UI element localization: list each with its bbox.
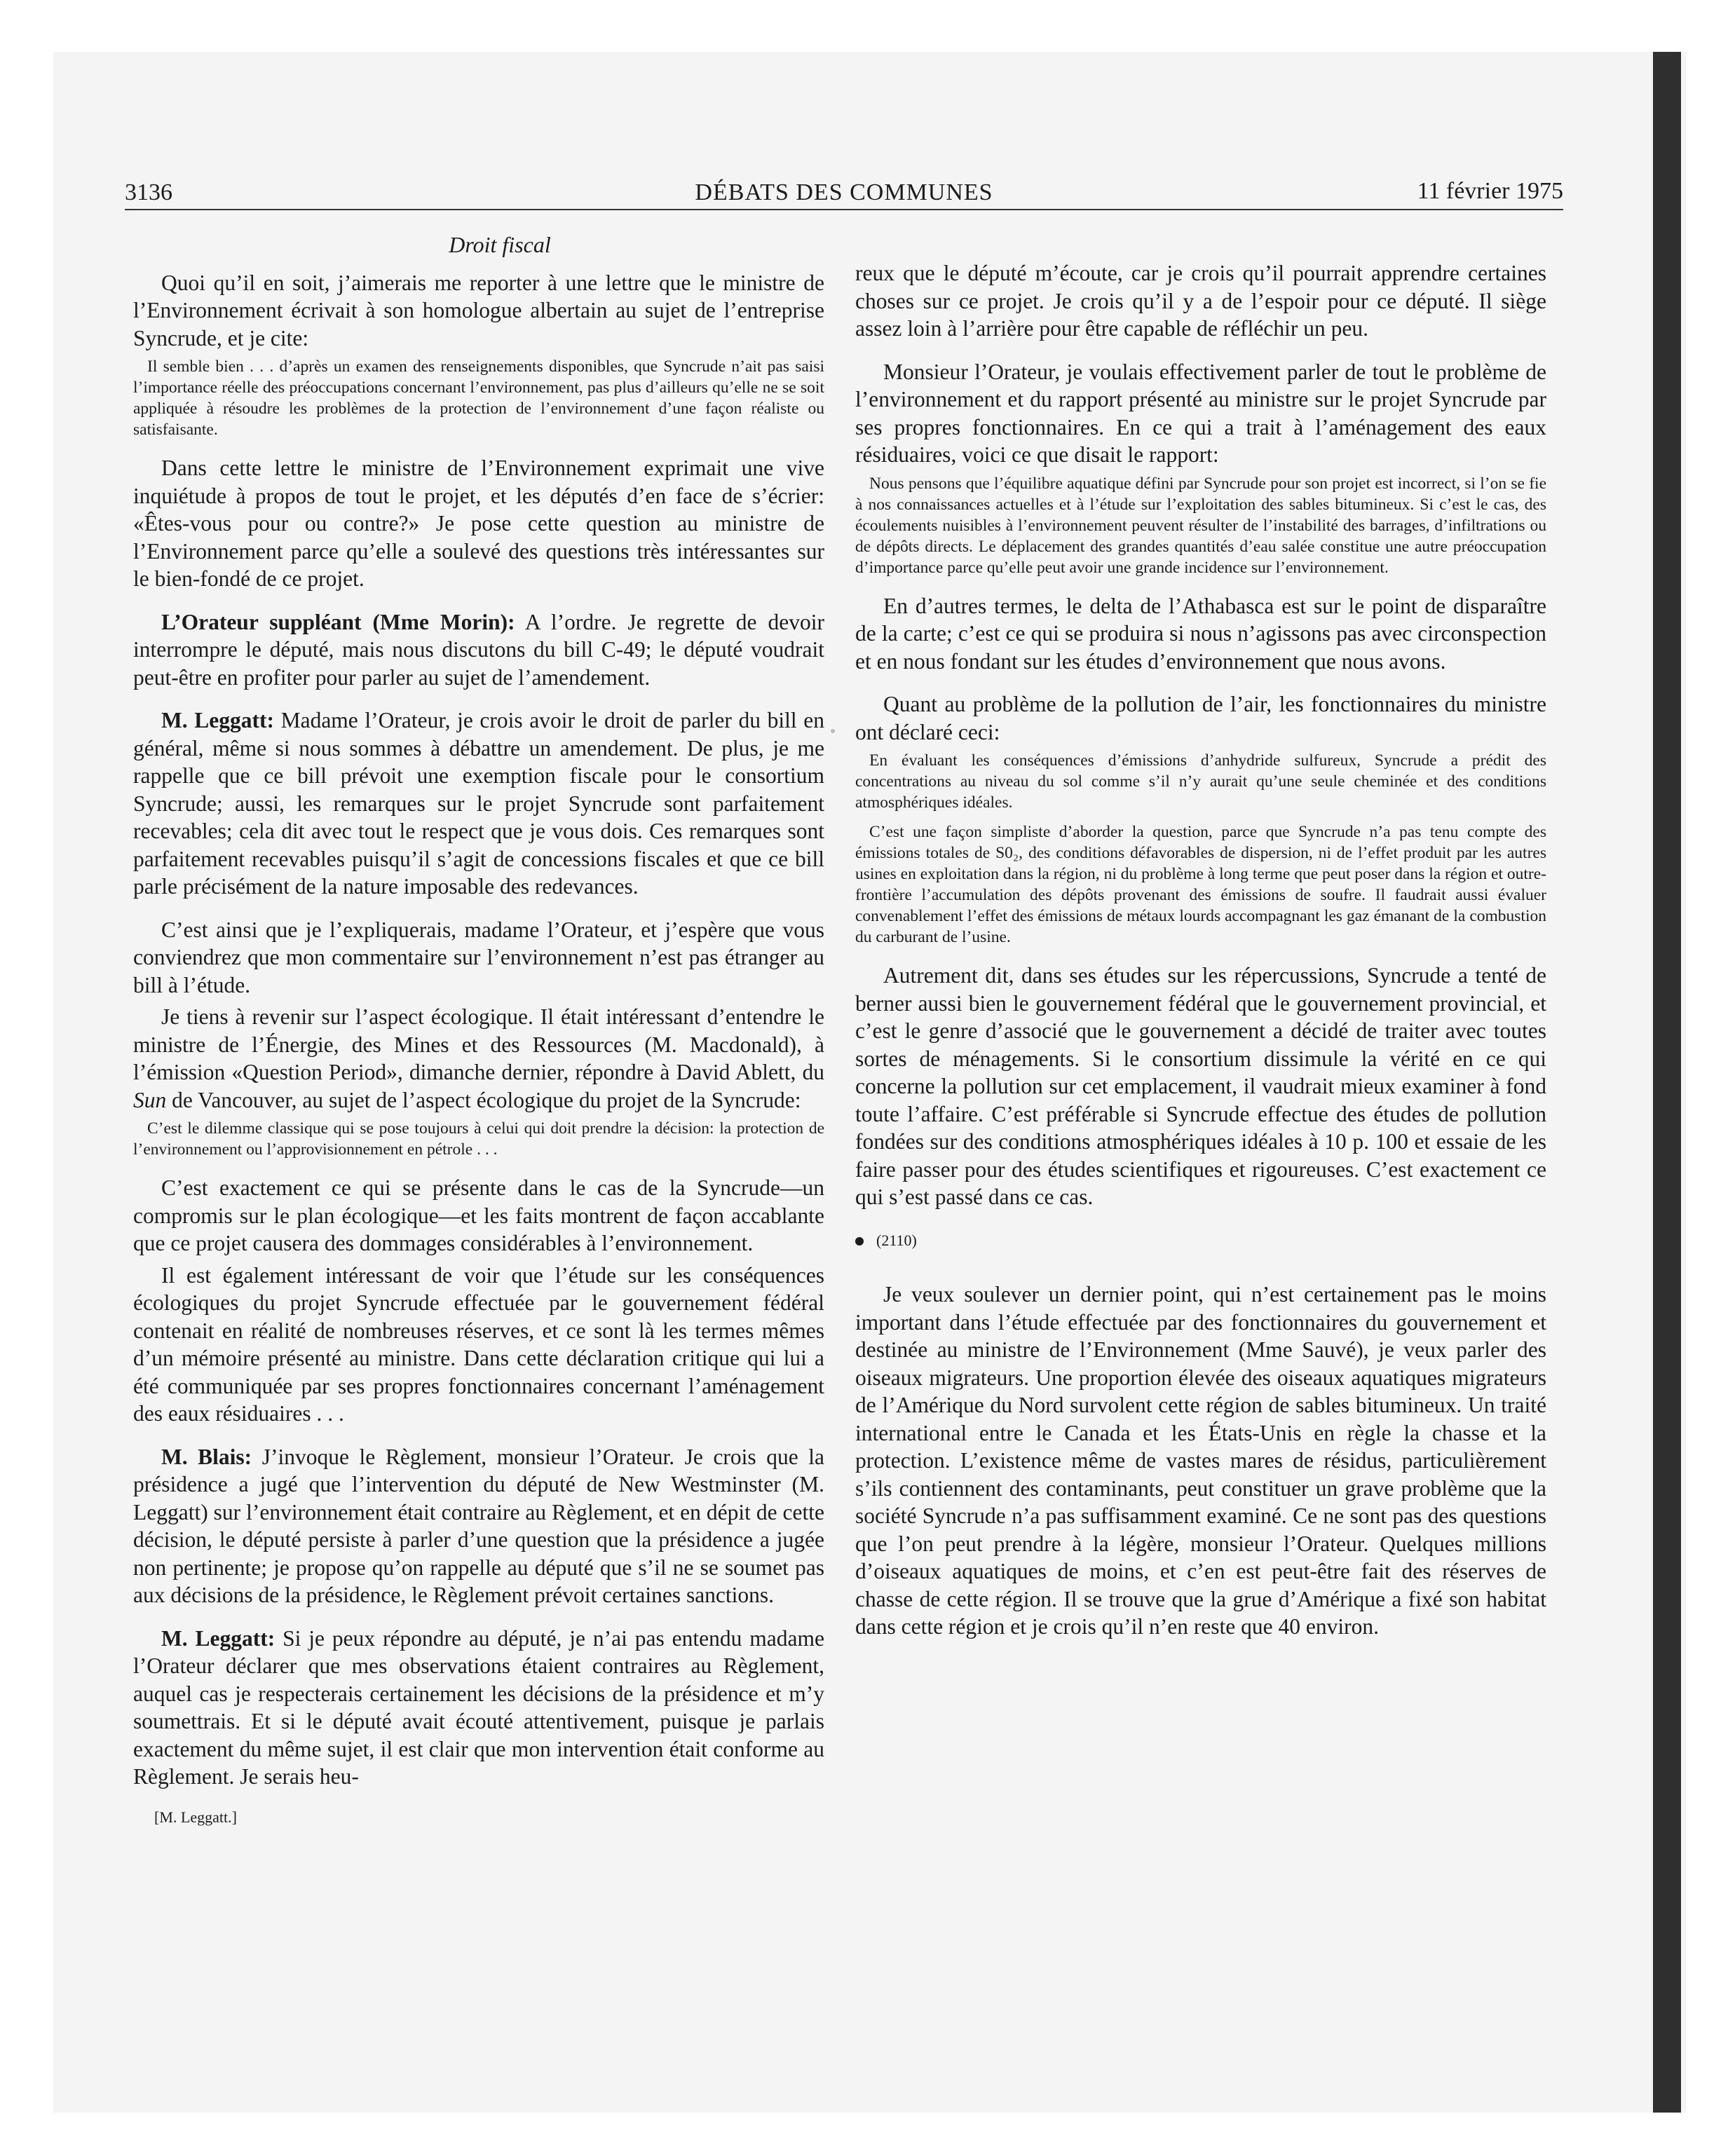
paragraph: Autrement dit, dans ses études sur les répercussions, Syncrude a tenté de berner aussi bien le gouvernement fédéral que le gouvernement provincial, et c’est le genre d’associé que le gouvernement a décidé de traiter avec toutes sortes de ménagements. Si le consortium dissimule la vérité en ce qui concerne la pollution sur cet emplacement, il vaudrait mieux examiner à fond toute l’affaire. C’est préférable si Syncrude effectue des études de pollution fondées sur des conditions atmosphériques idéales à 10 p. 100 et essaie de les faire passer pour des études scientifiques et rigoureuses. C’est exactement ce qui s’est passé dans ce cas. [855, 963, 1546, 1209]
speech-text: J’invoque le Règlement, monsieur l’Orateur. Je crois que la présidence a jugé que l’intervention du député de New Westminster (M. Leggatt) sur l’environnement était contraire au Règlement, et en dépit de cette décision, le député persiste à parler d’une question que la présidence a jugée non pertinente; je propose qu’on rappelle au député que s’il ne se soumet pas aux décisions de la présidence, le Règlement prévoit certaines sanctions. [133, 1444, 824, 1607]
paragraph-text: Je tiens à revenir sur l’aspect écologique. Il était intéressant d’entendre le ministre de l’Énergie, des Mines et des Ressources (M. Macdonald), à l’émission «Question Period», dimanche dernier, répondre à David Ablett, du [133, 1004, 824, 1084]
block-quote: En évaluant les conséquences d’émissions d’anhydride sulfureux, Syncrude a prédit des concentrations au niveau du sol comme s’il n’y aurait qu’une seule cheminée et des conditions atmosphériques idéales. [855, 751, 1546, 812]
speech-text: Madame l’Orateur, je crois avoir le droit de parler du bill en général, même si nous sommes à débattre un amendement. De plus, je me rappelle que ce bill prévoit une exemption fiscale pour le consortium Syncrude; aussi, les remarques sur le projet Syncrude sont parfaitement recevables; cela dit avec tout le respect que je vous dois. Ces remarques sont parfaitement recevables puisqu’il s’agit de concessions fiscales et que ce bill parle précisément de la nature imposable des redevances. [133, 708, 825, 899]
speaker-attribution: [M. Leggatt.] [154, 1808, 237, 1826]
speech-paragraph [133, 608, 824, 692]
publication-title: DÉBATS DES COMMUNES [695, 179, 993, 205]
section-subtitle: Droit fiscal [449, 232, 551, 257]
page-header [125, 175, 1563, 210]
time-marker-text: (2110) [876, 1231, 917, 1249]
right-column [855, 259, 1546, 1656]
time-marker [855, 1227, 1546, 1255]
paragraph: En d’autres termes, le delta de l’Athabasca est sur le point de disparaître de la carte; c’est ce qui se produira si nous n’agissons pas avec circonspection et en nous fondant sur les études d’environnement que nous avons. [855, 593, 1546, 674]
paragraph [133, 1003, 824, 1114]
bullet-icon [855, 1237, 864, 1246]
page-number: 3136 [125, 179, 172, 205]
speech-paragraph [133, 707, 824, 901]
block-quote: Nous pensons que l’équilibre aquatique défini par Syncrude pour son projet est incorrect, si l’on se fie à nos connaissances actuelles et à l’étude sur l’exploitation des sables bitumineux. Si c’est le cas, des écoulements nuisibles à l’environnement peuvent résulter de l’instabilité des barrages, d’infiltrations ou de dépôts directs. Le déplacement des grandes quantités d’eau salée constitue une autre préoccupation d’importance parce qu’elle peut avoir une grande incidence sur l’environnement. [855, 474, 1546, 577]
left-column [133, 231, 824, 1831]
newspaper-name: Sun [133, 1087, 167, 1112]
scan-speck [831, 729, 835, 733]
paragraph: C’est ainsi que je l’expliquerais, madame l’Orateur, et j’espère que vous conviendrez que mon commentaire sur l’environnement n’est pas étranger au bill à l’étude. [133, 917, 824, 997]
paragraph: Quoi qu’il en soit, j’aimerais me reporter à une lettre que le ministre de l’Environnement écrivait à son homologue albertain au sujet de l’entreprise Syncrude, et je cite: [133, 270, 824, 350]
block-quote: C’est une façon simpliste d’aborder la question, parce que Syncrude n’a pas tenu compte des émissions totales de S0₂, des conditions défavorables de dispersion, ni de l’effet produit par les autres usines en exploitation dans la région, ni du problème à long terme que peut poser dans la région et outre-frontière l’accumulation des dépôts provenant des émissions de soufre. Il faudrait aussi évaluer convenablement l’effet des émissions de métaux lourds accompagnant les gaz émanant de la combustion du carburant de l’usine. [855, 823, 1546, 946]
paragraph-text: de Vancouver, au sujet de l’aspect écologique du projet de la Syncrude: [172, 1087, 801, 1112]
speech-paragraph [133, 1625, 824, 1791]
speaker-name: M. Leggatt: [161, 1625, 275, 1651]
issue-date: 11 février 1975 [1417, 178, 1563, 204]
speaker-name: L’Orateur suppléant (Mme Morin): [161, 609, 515, 634]
speech-paragraph [133, 1443, 824, 1609]
paragraph: Monsieur l’Orateur, je voulais effectivement parler de tout le problème de l’environnement et du rapport présenté au ministre sur le projet Syncrude par ses propres fonctionnaires. En ce qui a trait à l’aménagement des eaux résiduaires, voici ce que disait le rapport: [855, 359, 1546, 467]
block-quote: C’est le dilemme classique qui se pose toujours à celui qui doit prendre la décision: la protection de l’environnement ou l’approvisionnement en pétrole . . . [133, 1119, 824, 1159]
speaker-name: M. Leggatt: [161, 708, 274, 732]
paragraph: Je veux soulever un dernier point, qui n’est certainement pas le moins important dans l’étude effectuée par des fonctionnaires du gouvernement et destinée au ministre de l’Environnement (Mme Sauvé), je veux parler des oiseaux migrateurs. Une proportion élevée des oiseaux aquatiques migrateurs de l’Amérique du Nord survolent cette région de sables bitumineux. Un traité international entre le Canada et les États-Unis en règle la chasse et la protection. L’existence même de vastes mares de résidus, particulièrement s’ils contiennent des contaminants, peut constituer un grave problème que la société Syncrude n’a pas suffisamment examiné. Ce ne sont pas des questions que l’on peut prendre à la légère, monsieur l’Orateur. Quelques millions d’oiseaux aquatiques de moins, et c’en est peut-être fait des réserves de chasse de cette région. Il se trouve que la grue d’Amérique a fixé son habitat dans cette région et je crois qu’il n’en reste que 40 environ. [855, 1282, 1546, 1639]
paragraph-continued: reux que le député m’écoute, car je crois qu’il pourrait apprendre certaines choses sur ce projet. Je crois qu’il y a de l’espoir pour ce député. Il siège assez loin à l’arrière pour être capable de réfléchir un peu. [855, 261, 1546, 341]
speech-text: Si je peux répondre au député, je n’ai pas entendu madame l’Orateur déclarer que mes observations étaient contraires au Règlement, auquel cas je respecterais certainement les décisions de la présidence et m’y soumettrais. Et si le député avait écouté attentivement, puisque je parlais exactement du même sujet, il est clair que mon intervention était conforme au Règlement. Je serais heu- [133, 1625, 824, 1789]
paragraph: Quant au problème de la pollution de l’air, les fonctionnaires du ministre ont déclaré ceci: [855, 692, 1546, 744]
paragraph: Dans cette lettre le ministre de l’Environnement exprimait une vive inquiétude à propos de tout le projet, et les députés d’en face de s’écrier: «Êtes-vous pour ou contre?» Je pose cette question au ministre de l’Environnement parce qu’elle a soulevé des questions très intéressantes sur le bien-fondé de ce projet. [133, 456, 824, 591]
block-quote: Il semble bien . . . d’après un examen des renseignements disponibles, que Syncrude n’ait pas saisi l’importance réelle des préoccupations concernant l’environnement, pas plus d’ailleurs qu’elle ne se soit appliquée à résoudre les problèmes de la protection de l’environnement d’une façon réaliste ou satisfaisante. [133, 357, 824, 439]
scan-edge-shadow [1653, 52, 1681, 2113]
paragraph: C’est exactement ce qui se présente dans le cas de la Syncrude—un compromis sur le plan écologique—et les faits montrent de façon accablante que ce projet causera des dommages considérables à l’environnement. [133, 1175, 824, 1255]
speech-text: A l’ordre. Je regrette de devoir interrompre le député, mais nous discutons du bill C-49; le député voudrait peut-être en profiter pour parler au sujet de l’amendement. [133, 609, 824, 690]
speaker-name: M. Blais: [161, 1444, 252, 1469]
paragraph: Il est également intéressant de voir que l’étude sur les conséquences écologiques du projet Syncrude effectuée par le gouvernement fédéral contenait en réalité de nombreuses réserves, et ce sont là les termes mêmes d’un mémoire présenté au ministre. Dans cette déclaration critique qui lui a été communiquée par ses propres fonctionnaires concernant l’aménagement des eaux résiduaires . . . [133, 1262, 824, 1426]
